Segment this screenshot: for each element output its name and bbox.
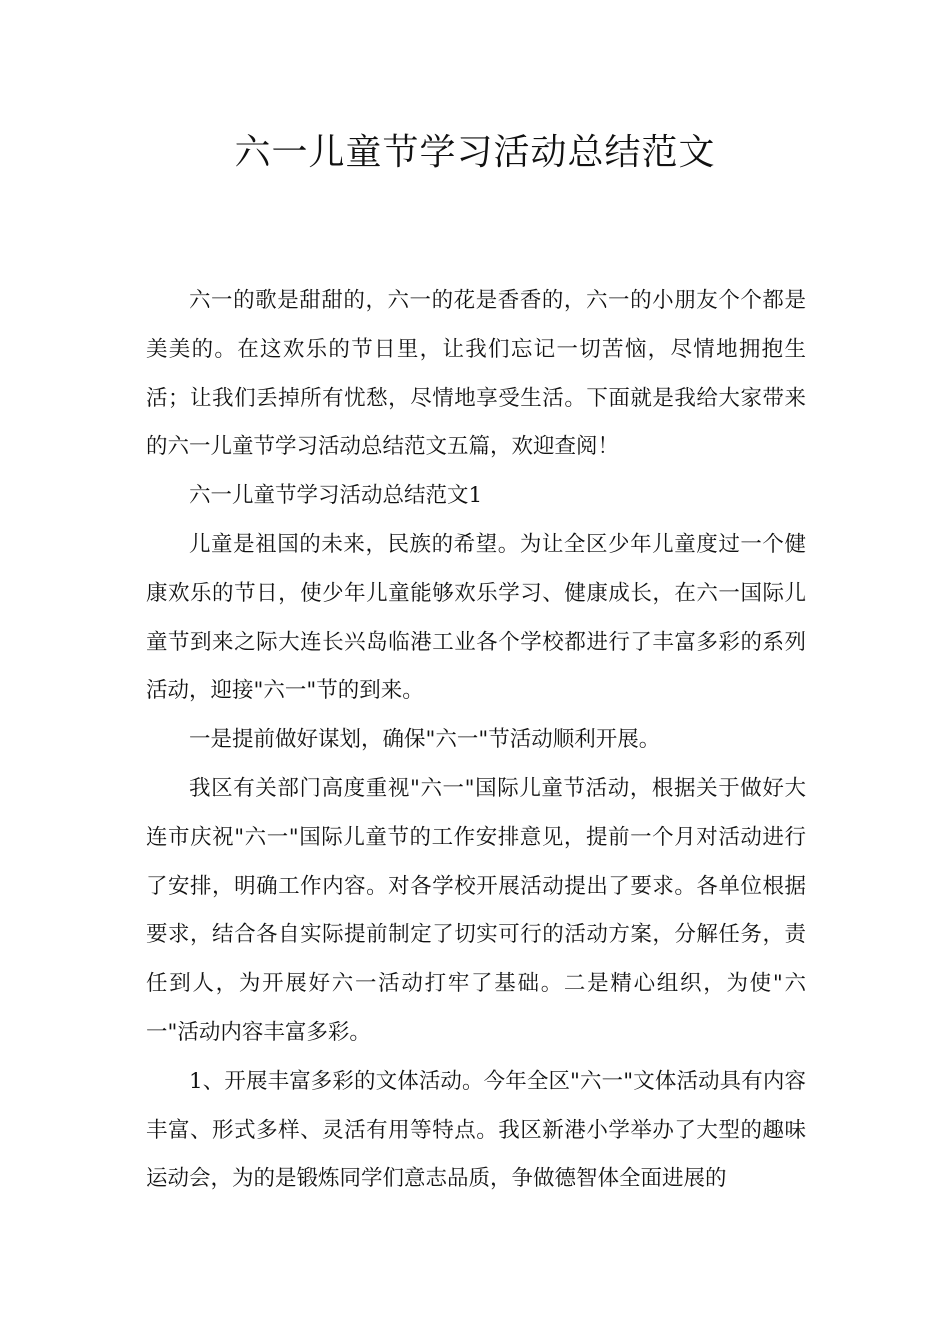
section-heading: 六一儿童节学习活动总结范文1 [189, 483, 483, 509]
body-paragraph: 1、开展丰富多彩的文体活动。今年全区"六一"文体活动具有内容丰富、形式多样、灵活有用等特点。我区新港小学举办了大型的趣味运动会，为的是锻炼同学们意志品质，争做德智体全面进展的 [146, 1068, 806, 1192]
body-paragraph: 儿童是祖国的未来，民族的希望。为让全区少年儿童度过一个健康欢乐的节日，使少年儿童能够欢乐学习、健康成长，在六一国际儿童节到来之际大连长兴岛临港工业各个学校都进行了丰富多彩的系列活动，迎接"六一"节的到来。 [146, 531, 806, 704]
body-paragraph: 一是提前做好谋划，确保"六一"节活动顺利开展。 [189, 727, 661, 753]
body-paragraph: 我区有关部门高度重视"六一"国际儿童节活动，根据关于做好大连市庆祝"六一"国际儿童节的工作安排意见，提前一个月对活动进行了安排，明确工作内容。对各学校开展活动提出了要求。各单位根据要求，结合各自实际提前制定了切实可行的活动方案，分解任务，责任到人，为开展好六一活动打牢了基础。二是精心组织，为使"六一"活动内容丰富多彩。 [146, 775, 806, 1045]
document-title: 六一儿童节学习活动总结范文 [234, 132, 716, 173]
intro-paragraph: 六一的歌是甜甜的，六一的花是香香的，六一的小朋友个个都是美美的。在这欢乐的节日里，让我们忘记一切苦恼，尽情地拥抱生活；让我们丢掉所有忧愁，尽情地享受生活。下面就是我给大家带来的六一儿童节学习活动总结范文五篇，欢迎查阅！ [146, 288, 806, 460]
document-body [146, 277, 806, 1204]
